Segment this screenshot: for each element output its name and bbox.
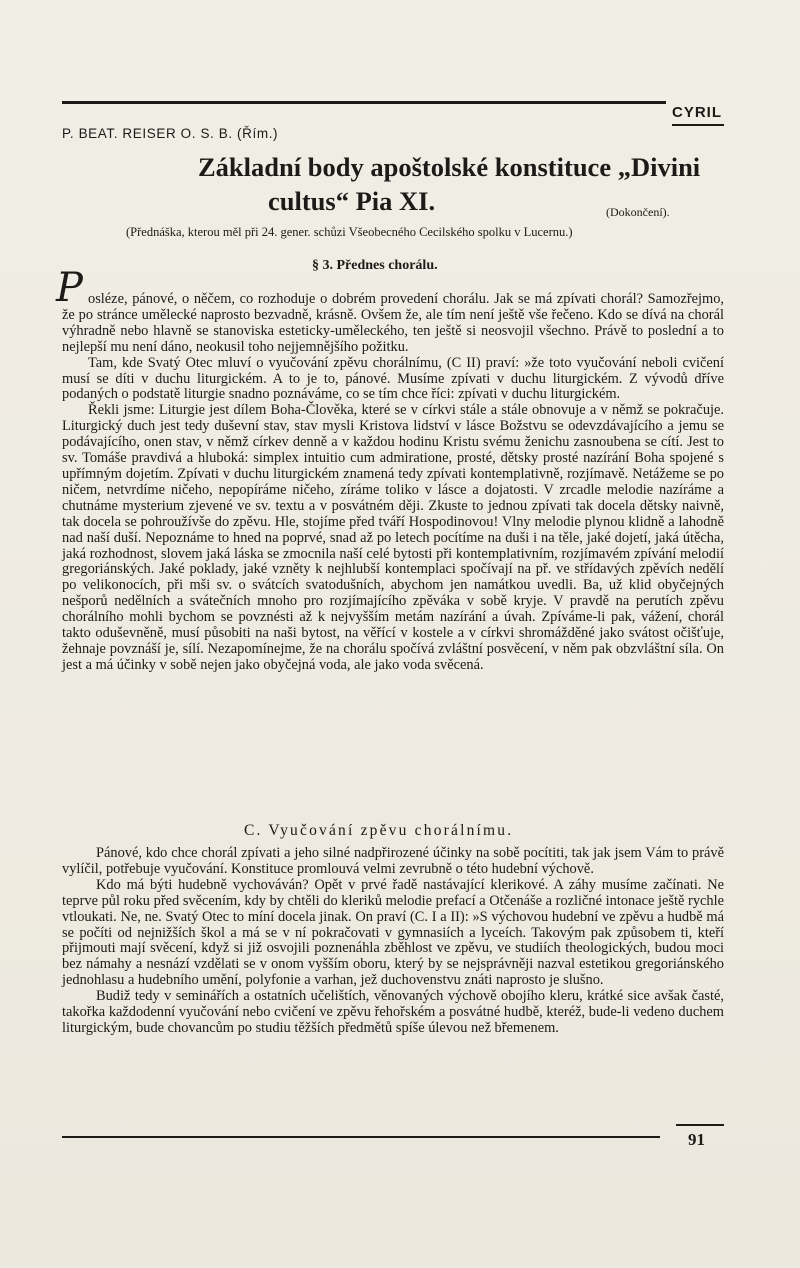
section-3-body — [62, 292, 724, 674]
paragraph: Budiž tedy v seminářích a ostatních učelištích, věnovaných výchově obojího kleru, krátké sice avšak časté, takořka každodenní vyučování nebo cvičení ve zpěvu řehořském a posvátné hudbě, kteréž, bude-li vedeno duchem liturgickým, bude chovancům po studiu těžších předmětů spíše úlevou než břemenem. — [62, 988, 724, 1036]
continued-note: (Dokončení). — [606, 205, 670, 219]
footer-rule-left — [62, 1136, 660, 1138]
paragraph: osléze, pánové, o něčem, co rozhoduje o dobrém provedení chorálu. Jak se má zpívati chorál? Samozřejmo, že po stránce umělecké naprosto bezvadně, krásně. Ovšem že, ale tím není ještě vše řečeno. Kdo se dívá na chorál výhradně nebo hlavně se stanoviska esteticky-uměleckého, ten ještě si neosvojil všechno. Právě to poslední a to nejlepší mu není dáno, neokusil toho nejjemnějšího požitku. — [62, 291, 724, 355]
author-line: P. BEAT. REISER O. S. B. (Řím.) — [62, 126, 279, 141]
drop-cap: P — [56, 265, 83, 311]
section-3-heading: § 3. Přednes chorálu. — [312, 258, 438, 273]
header-rule — [62, 101, 666, 104]
paragraph: Pánové, kdo chce chorál zpívati a jeho silné nadpřirozené účinky na sobě pocítiti, tak jak jsem Vám to právě vylíčil, potřebuje vyučování. Konstituce promlouvá velmi zevrubně o této hudební výchově. — [62, 845, 724, 877]
article-title-line1: Základní body apoštolské konstituce „Divini — [198, 152, 701, 182]
paragraph: Tam, kde Svatý Otec mluví o vyučování zpěvu chorálnímu, (C II) praví: »že toto vyučování neboli cvičení musí se díti v duchu liturgickém. A to je to, pánové. Musíme zpívati v duchu liturgickém. Z vývodů dříve podaných o podstatě liturgie snadno poznáváme, co se tím chce říci: zpívati v duchu liturgickém. — [62, 354, 724, 403]
article-title-line2: cultus“ Pia XI. — [268, 186, 436, 216]
journal-rule — [672, 124, 724, 126]
section-c-heading: C. Vyučování zpěvu chorálnímu. — [244, 822, 514, 839]
journal-name: CYRIL — [672, 104, 722, 121]
section-c-body — [62, 846, 724, 1037]
lecture-note: (Přednáška, kterou měl při 24. gener. schůzi Všeobecného Cecilského spolku v Lucernu.) — [126, 225, 573, 239]
paragraph: Řekli jsme: Liturgie jest dílem Boha-Člověka, které se v církvi stále a stále obnovuje a v němž se pokračuje. Liturgický duch jest tedy duševní stav, stav mysli Kristova lidství v lásce Božstvu se odevzdávajícího a jemu se podávajícího, onen stav, v němž církev denně a v každou hodinu Kristu svému ženichu zasnoubena se cítí. Jest to sv. Tomáše pravdivá a hluboká: simplex intuitio cum admiratione, prosté, dětsky prosté nazírání Boha spojené s upřímným dojetím. Zpívati v duchu liturgickém znamená tedy zpívati kontemplativně, rozjímavě. Netážeme se po ničem, netvrdíme ničeho, nepopíráme ničeho, zíráme toliko v lásce a dojatosti. V zrcadle melodie nazíráme a chutnáme mysterium zjevené ve sv. textu a v posvátném ději. Zkuste to jednou zpívati tak docela dětsky naivně, tak docela se pohroužívše do zpěvu. Hle, stojíme před tváří Hospodinovou! Vlny melodie plynou klidně a lahodně nad naší duší. Nepoznáme to hned na poprvé, snad až po letech pocítíme na duši i na těle, jaké dojetí, jaká útěcha, jaká rozhodnost, slovem jaká láska se zmocnila naší celé bytosti při kontemplativním, rozjímavém zpívání melodií gregoriánských. Jaké poklady, jaké vzněty k nejhlubší kontemplaci spočívají na př. ve střídavých zpěvích nedělí po velikonocích, při mši sv. o svátcích svatodušních, abychom jen namátkou uvedli. Ba, už klid obyčejných nešporů nedělních a svátečních mnoho pro rozjímajícího zpěváka v sobě kryje. V pravdě na perutích zpěvu chorálního mohli bychom se povznésti až k nejvyšším metám nazírání a úvah. Zpíváme-li pak, vážení, chorál takto oduševněně, musí působiti na naši bytost, na věřící v kostele a v církvi shromážděné jako svátost očišťuje, žehnaje povznáší je, sílí. Nezapomínejme, že na chorálu spočívá zvláštní posvěcení, v něm pak obzvláštní síla. On jest a má účinky v sobě nejen jako obyčejná voda, ale jako voda svěcená. — [62, 402, 724, 673]
paragraph: Kdo má býti hudebně vychováván? Opět v prvé řadě nastávající klerikové. A záhy musíme začínati. Ne teprve půl roku před svěcením, kdy by chtěli do kleriků melodie prefací a Otčenáše a rozličné intonace ještě rychle vtloukati. Ne, ne. Svatý Otec to míní docela jinak. On praví (C. I a II): »S výchovou hudební ve zpěvu a hudbě má se počíti od nejnižších škol a má se v ní pokračovati v gymnasiích a lyceích. Takovým pak způsobem ti, kteří přijmouti mají svěcení, když si již osvojili poznenáhla zběhlost ve zpěvu, ve studiích theologických, budou moci bez námahy a nesnází vzdělati se v onom vyšším oboru, který by se nejsprávněji nazval estetikou gregoriánského jednohlasu a hudebního umění, polyfonie a varhan, jež duchovenstvu znáti naprosto je slušno. — [62, 876, 724, 989]
page-number: 91 — [688, 1130, 705, 1149]
footer-rule-right — [676, 1124, 724, 1126]
